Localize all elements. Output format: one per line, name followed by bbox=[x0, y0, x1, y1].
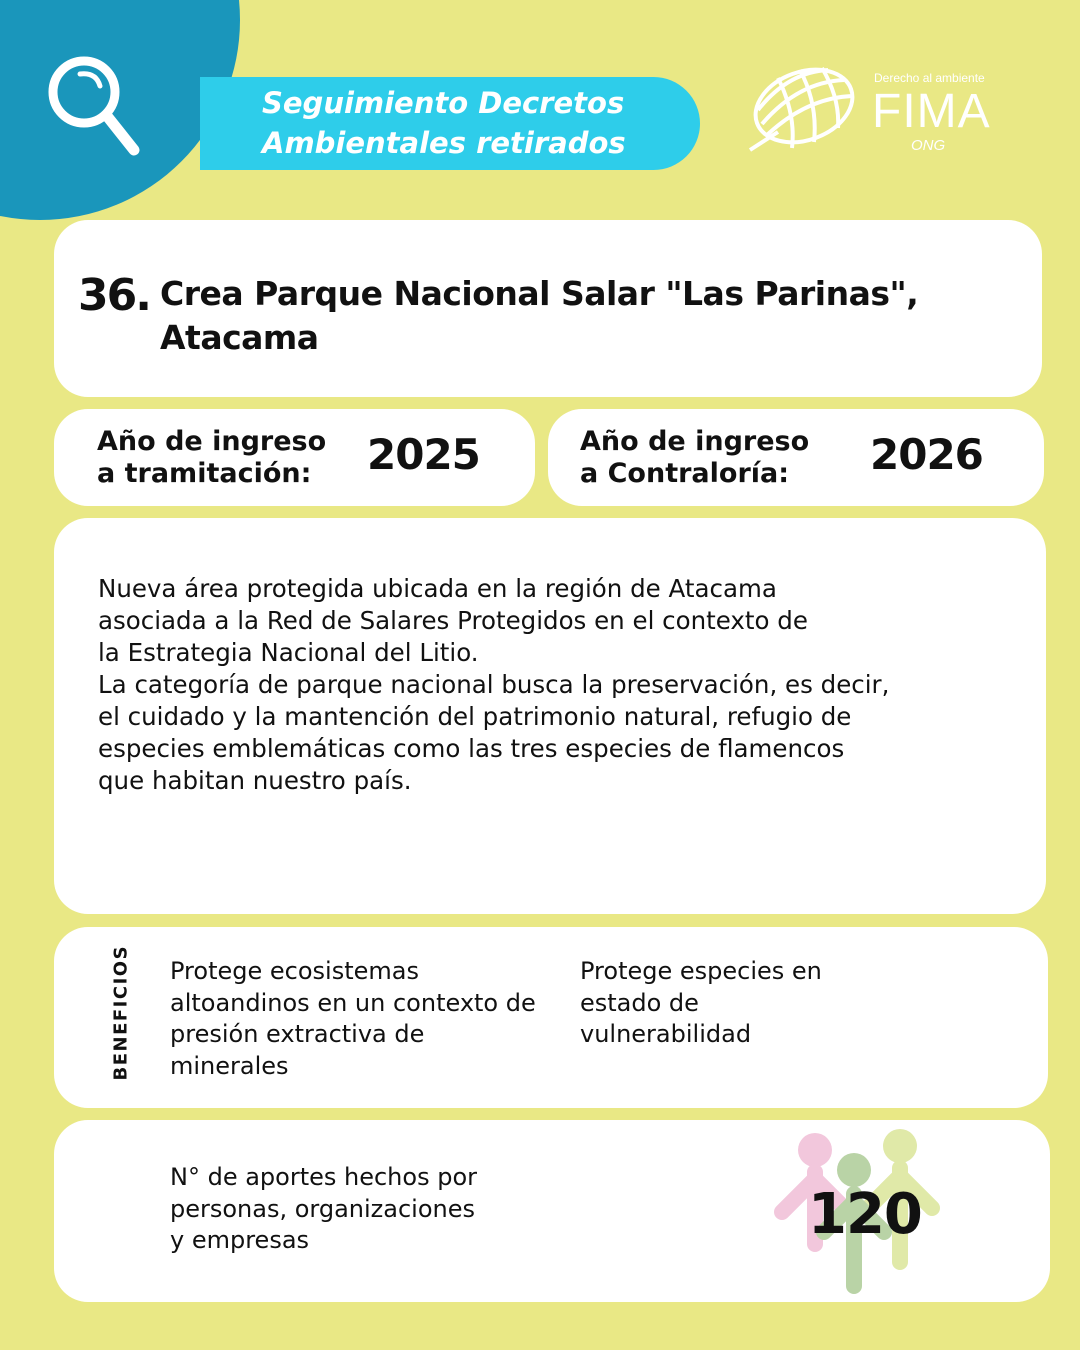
year-contraloria-value: 2026 bbox=[870, 430, 983, 479]
logo-sub: ONG bbox=[911, 137, 946, 154]
logo-name: FIMA bbox=[872, 85, 991, 138]
banner-title-line1: Seguimiento Decretos bbox=[262, 86, 625, 120]
contributions-count: 120 bbox=[808, 1182, 922, 1247]
banner-title-line2: Ambientales retirados bbox=[262, 126, 626, 160]
year-tramitacion-value: 2025 bbox=[367, 430, 480, 479]
magnifier-icon bbox=[44, 52, 144, 162]
contributions-label: N° de aportes hechos por personas, organizaciones y empresas bbox=[170, 1163, 477, 1254]
description-text: Nueva área protegida ubicada en la región de Atacama asociada a la Red de Salares Protegidos en el contexto de la Estrategia Nacional del Litio. La categoría de parque nacional busca la preservación, es decir, el cuidado y la mantención del patrimonio natural, refugio de especies emblemáticas como las tres especies de flamencos que habitan nuestro país. bbox=[98, 574, 890, 795]
logo-tagline: Derecho al ambiente bbox=[874, 71, 985, 85]
fima-logo-icon bbox=[748, 62, 860, 154]
benefits-label: BENEFICIOS bbox=[110, 944, 132, 1081]
year-contraloria-label: Año de ingreso a Contraloría: bbox=[580, 426, 810, 489]
benefit-item-1: Protege ecosistemas altoandinos en un contexto de presión extractiva de minerales bbox=[170, 957, 536, 1080]
decree-title: Crea Parque Nacional Salar "Las Parinas", Atacama bbox=[160, 274, 919, 357]
decree-number: 36. bbox=[78, 270, 150, 321]
benefit-item-2: Protege especies en estado de vulnerabilidad bbox=[580, 957, 822, 1048]
year-tramitacion-label: Año de ingreso a tramitación: bbox=[97, 426, 327, 489]
